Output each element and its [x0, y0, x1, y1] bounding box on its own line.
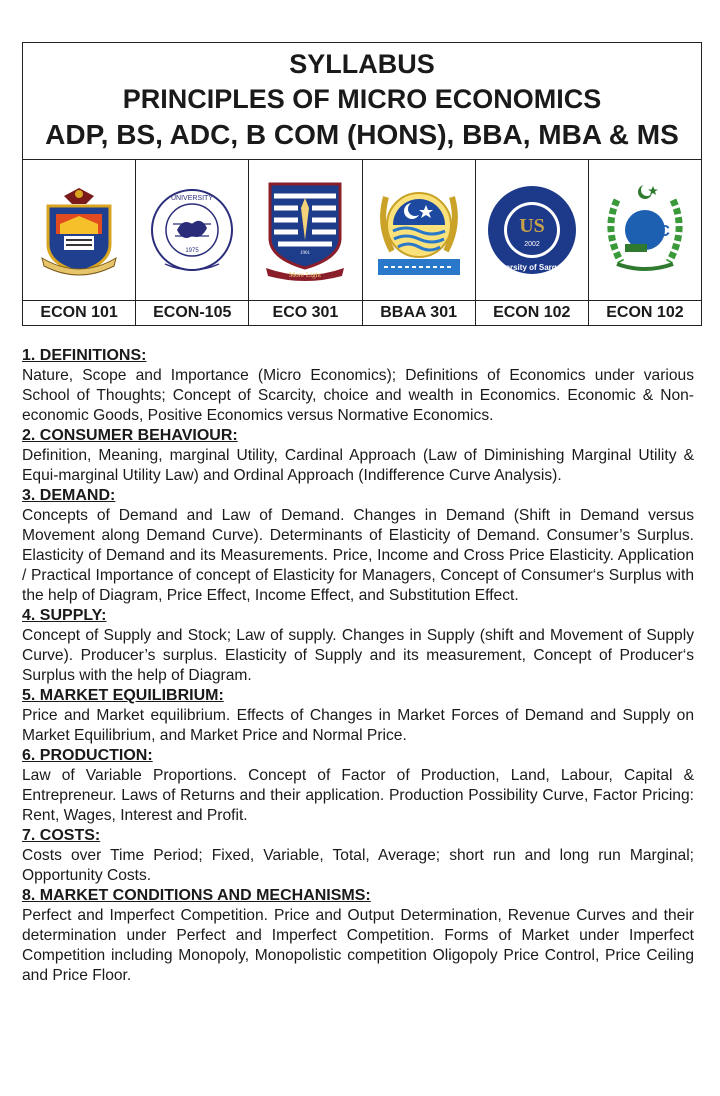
course-code: ECON 101 — [23, 301, 136, 325]
section-heading: 6. PRODUCTION: — [22, 747, 153, 764]
section-body: Concept of Supply and Stock; Law of supply. Changes in Supply (shift and Movement of Supply Curve). Producer’s surplus. Elasticity of Supply and its measurement, Concept of Producer‘s Surplus with the help of Diagram. — [22, 627, 694, 684]
course-code: ECON 102 — [476, 301, 589, 325]
syllabus-title: SYLLABUS — [289, 49, 435, 79]
syllabus-content — [22, 346, 694, 986]
section-body: Concepts of Demand and Law of Demand. Changes in Demand (Shift in Demand versus Movement along Demand Curve). Determinants of Elasticity of Demand. Consumer’s Surplus. Elasticity of Demand and its Measurements. Price, Income and Cross Price Elasticity. Application / Practical Importance of concept of Elasticity for Managers, Concept of Consumer‘s Surplus with the help of Diagram, Price Effect, Income Effect, and Substitution Effect. — [22, 507, 694, 604]
course-code: ECON-105 — [136, 301, 249, 325]
sargodha-year: 2002 — [523, 241, 540, 248]
section-heading: 1. DEFINITIONS: — [22, 347, 147, 364]
section-definitions — [22, 346, 694, 426]
more-light-crest-logo — [260, 178, 350, 282]
sargodha-mark: US — [518, 215, 545, 237]
crest-motto: More Light — [289, 271, 322, 279]
section-body: Costs over Time Period; Fixed, Variable, Total, Average; short run and long run Marginal; Opportunity Costs. — [22, 847, 694, 884]
section-market-equilibrium — [22, 686, 694, 746]
logo-row — [23, 160, 701, 301]
section-supply — [22, 606, 694, 686]
course-title: PRINCIPLES OF MICRO ECONOMICS — [122, 84, 602, 114]
logo-cell — [23, 160, 136, 300]
section-demand — [22, 486, 694, 606]
logo-cell — [136, 160, 249, 300]
course-code: ECON 102 — [606, 304, 684, 321]
course-code: BBAA 301 — [363, 301, 476, 325]
logo-cell — [476, 160, 589, 300]
course-code: ECO 301 — [249, 301, 362, 325]
section-body: Definition, Meaning, marginal Utility, Cardinal Approach (Law of Diminishing Marginal Utility & Equi-marginal Utility Law) and Ordinal Approach (Indifference Curve Analysis). — [22, 447, 694, 484]
section-heading: 2. CONSUMER BEHAVIOUR: — [22, 427, 238, 444]
section-heading: 4. SUPPLY: — [22, 607, 107, 624]
section-consumer-behaviour — [22, 426, 694, 486]
section-heading: 8. MARKET CONDITIONS AND MECHANISMS: — [22, 887, 371, 904]
section-heading: 7. COSTS: — [22, 827, 101, 844]
logo-cell — [363, 160, 476, 300]
course-code-row — [23, 301, 701, 325]
crest-year: 1901 — [300, 251, 311, 256]
syllabus-header-table — [22, 42, 702, 326]
section-body: Law of Variable Proportions. Concept of Factor of Production, Land, Labour, Capital & Entrepreneur. Laws of Returns and their application. Production Possibility Curve, Factor Pricing: Rent, Wages, Interest and Profit. — [22, 767, 694, 824]
section-body: Nature, Scope and Importance (Micro Economics); Definitions of Economics under various School of Thoughts; Concept of Scarcity, choice and wealth in Economics. Economic & Non-economic Goods, Positive Economics versus Normative Economics. — [22, 367, 694, 424]
crescent-star-university-logo — [372, 175, 466, 285]
university-of-the-punjab-logo — [34, 180, 124, 280]
bahauddin-zakariya-university-logo — [143, 180, 241, 280]
logo-cell — [589, 160, 701, 300]
programs-line: ADP, BS, ADC, B COM (HONS), BBA, MBA & MS — [45, 119, 679, 150]
section-costs — [22, 826, 694, 886]
sargodha-name: University of Sargodha — [487, 263, 576, 272]
hec-text: HEC — [636, 223, 670, 240]
bzu-year: 1975 — [185, 248, 199, 254]
section-heading: 3. DEMAND: — [22, 487, 116, 504]
section-market-conditions — [22, 886, 694, 986]
section-heading: 5. MARKET EQUILIBRIUM: — [22, 687, 224, 704]
section-body: Price and Market equilibrium. Effects of Changes in Market Forces of Demand and Supply on Market Equilibrium, and Market Price and Normal Price. — [22, 707, 694, 744]
svg-text:UNIVERSITY: UNIVERSITY — [171, 195, 214, 202]
section-body: Perfect and Imperfect Competition. Price and Output Determination, Revenue Curves and their determination under Perfect and Imperfect Competition. Forms of Market under Imperfect Competition including Monopoly, Monopolistic competition Oligopoly Price Control, Price Ceiling and Price Floor. — [22, 907, 694, 984]
hec-logo — [597, 178, 693, 282]
university-of-sargodha-logo — [482, 180, 582, 280]
logo-cell — [249, 160, 362, 300]
section-production — [22, 746, 694, 826]
title-area — [23, 43, 701, 160]
